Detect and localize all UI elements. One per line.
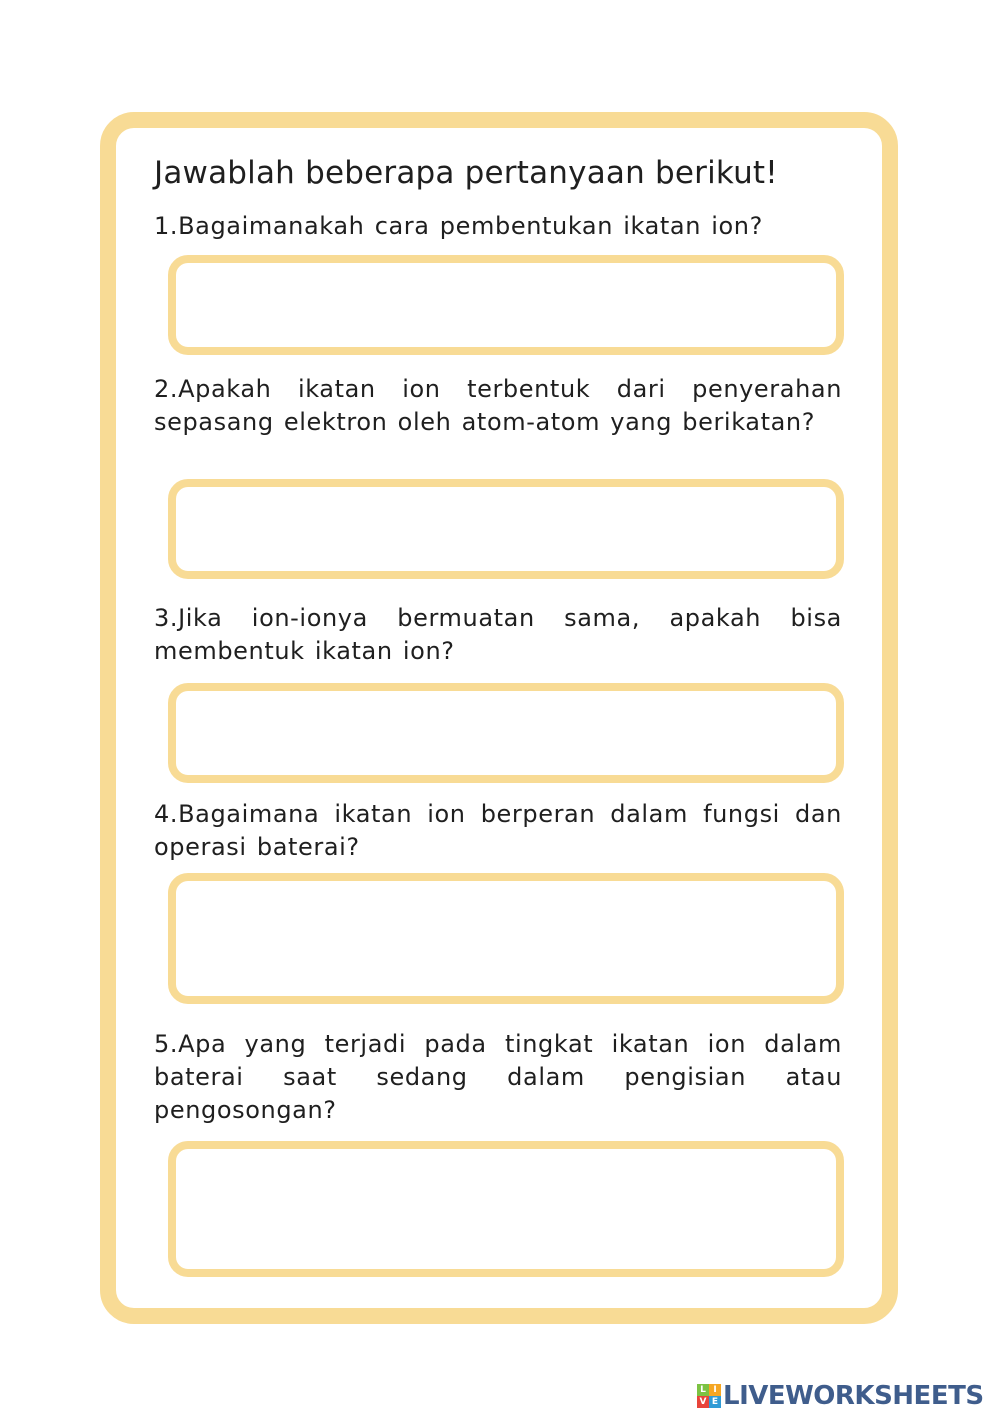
answer-box-4[interactable]: [168, 873, 844, 1004]
question-2: 2.Apakah ikatan ion terbentuk dari penyerahan sepasang elektron oleh atom-atom yang berikatan?: [154, 375, 842, 436]
worksheet-title: Jawablah beberapa pertanyaan berikut!: [154, 155, 778, 191]
question-3: 3.Jika ion-ionya bermuatan sama, apakah bisa membentuk ikatan ion?: [154, 604, 842, 665]
question-1: 1.Bagaimanakah cara pembentukan ikatan ion?: [154, 212, 763, 240]
question-5: 5.Apa yang terjadi pada tingkat ikatan ion dalam baterai saat sedang dalam pengisian atau pengosongan?: [154, 1030, 842, 1124]
liveworksheets-logo-icon: [697, 1384, 721, 1408]
brand-name: LIVEWORKSHEETS: [723, 1381, 984, 1411]
logo-tile: L: [697, 1384, 709, 1396]
question-4: 4.Bagaimana ikatan ion berperan dalam fungsi dan operasi baterai?: [154, 800, 842, 861]
answer-box-3[interactable]: [168, 683, 844, 783]
answer-box-1[interactable]: [168, 255, 844, 355]
answer-box-5[interactable]: [168, 1141, 844, 1277]
logo-tile: E: [709, 1396, 721, 1408]
logo-tile: V: [697, 1396, 709, 1408]
answer-box-2[interactable]: [168, 479, 844, 579]
liveworksheets-brand: [697, 1381, 984, 1411]
logo-tile: I: [709, 1384, 721, 1396]
